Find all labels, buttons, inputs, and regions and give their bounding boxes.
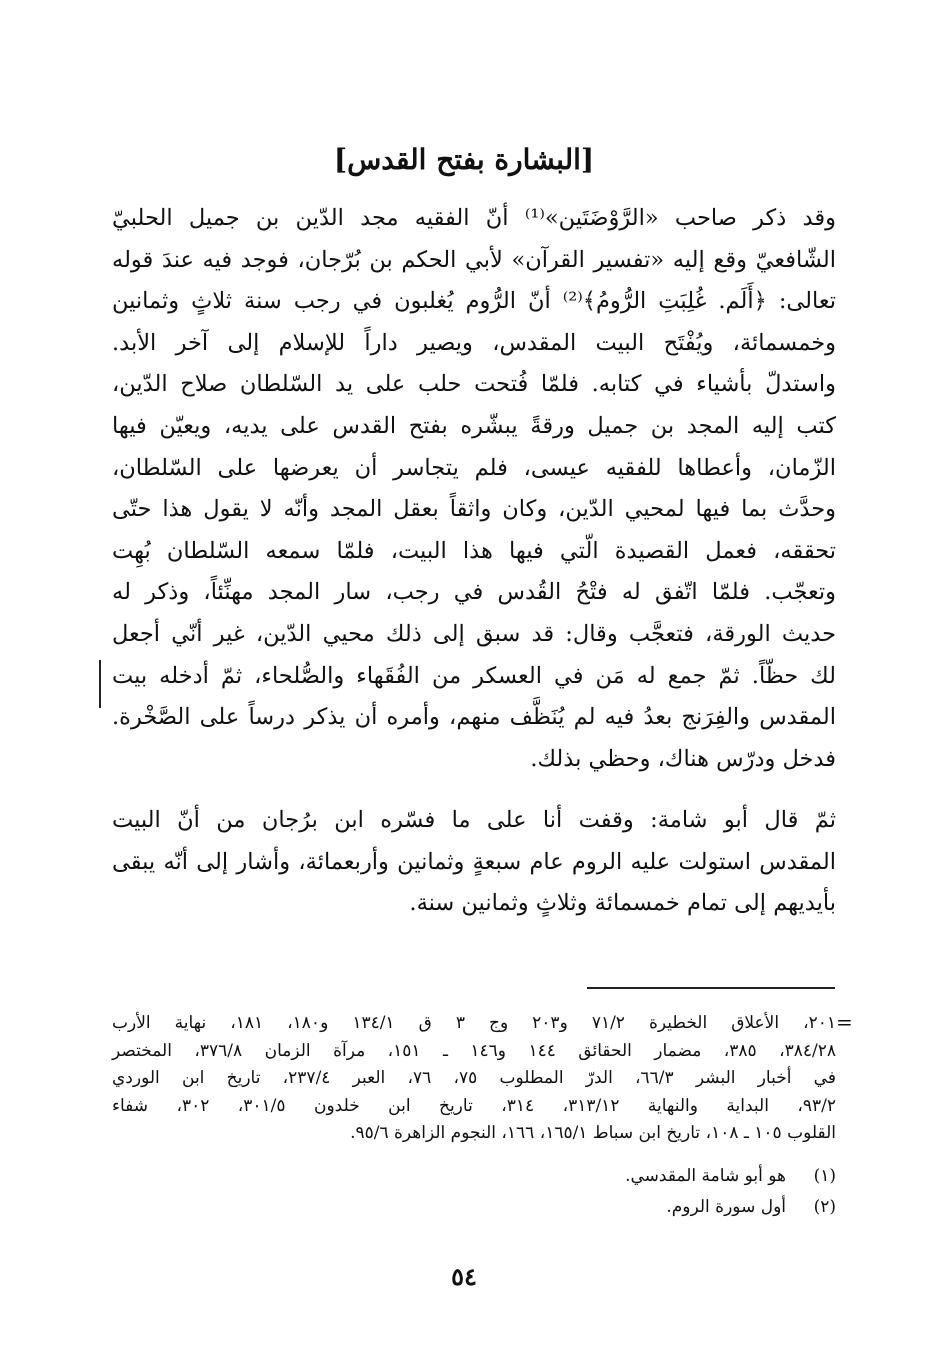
text-line: الزّمان، وأعطاها للفقيه عيسى، فلم يتجاسر أن يعرضها على السّلطان، xyxy=(112,454,836,481)
text-line: تعالى: ﴿أَلَم. غُلِبَتِ الرُّومُ﴾⁽²⁾ أنّ الرُّوم يُغلبون في رجب سنة ثلاثٍ وثمانين xyxy=(112,288,836,315)
text-line: وخمسمائة، ويُفْتَح البيت المقدس، ويصير داراً للإسلام إلى آخر الأبد. xyxy=(112,329,836,356)
continuation-mark: = xyxy=(836,1010,853,1034)
text-line: وحدَّث بما فيها لمحيي الدّين، وكان واثقاً بعقل المجد وأنّه لا يقول هذا حتّى xyxy=(112,496,836,523)
text-line: القلوب ١٠٥ ـ ١٠٨، تاريخ ابن سباط ١٦٥/١، ١٦٦، النجوم الزاهرة ٩٥/٦. xyxy=(350,1123,836,1143)
text-line: كتب إليه المجد بن جميل ورقةً يبشّره بفتح القدس على يديه، ويعيّن فيها xyxy=(112,412,836,439)
text-line: ٩٣/٢، البداية والنهاية ٣١٣/١٢، ٣١٤، تاريخ ابن خلدون ٣٠١/٥، ٣٠٢، شفاء xyxy=(112,1095,836,1116)
footnote-separator xyxy=(587,987,835,989)
footnote-text: هو أبو شامة المقدسي. xyxy=(625,1166,786,1186)
text-line: الشّافعيّ وقع إليه «تفسير القرآن» لأبي الحكم بن بُرّجان، فوجد فيه عندَ قوله xyxy=(112,246,836,273)
text-line: المقدس استولت عليه الروم عام سبعةٍ وثمانين وأربعمائة، وأشار إلى أنّه يبقى xyxy=(112,848,836,875)
footnote-text: أول سورة الروم. xyxy=(666,1197,786,1217)
footnote-number: (١) xyxy=(813,1166,836,1186)
section-title: [البشارة بفتح القدس] xyxy=(333,143,595,176)
text-line: لك حظّاً. ثمّ جمع له مَن في العسكر من الفُقَهاء والصُّلحاء، ثمّ أدخله بيت xyxy=(112,662,836,689)
paragraph-1 xyxy=(112,198,836,780)
text-line: حديث الورقة، فتعجَّب وقال: قد سبق إلى ذلك محيي الدّين، غير أنّي أجعل xyxy=(112,620,836,647)
text-line: ٢٠١، الأعلاق الخطيرة ٧١/٢ و٢٠٣ وج ٣ ق ١٣٤/١ و١٨٠، ١٨١، نهاية الأرب xyxy=(112,1013,837,1033)
footnote-number: (٢) xyxy=(813,1197,836,1217)
text-line: في أخبار البشر ٦٦/٣، الدرّ المطلوب ٧٥، ٧٦، العبر ٢٣٧/٤، تاريخ ابن الوردي xyxy=(112,1068,836,1088)
text-line: وتعجّب. فلمّا اتّفق له فتْحُ القُدس في رجب، سار المجد مهنِّئاً، وذكر له xyxy=(112,579,836,606)
footnote-2 xyxy=(112,1194,836,1221)
page-number: ٥٤ xyxy=(451,1262,477,1291)
text-line: واستدلّ بأشياء في كتابه. فلمّا فُتحت حلب على يد السّلطان صلاح الدّين، xyxy=(112,371,836,398)
paragraph-2 xyxy=(112,800,836,925)
text-line: ثمّ قال أبو شامة: وقفت أنا على ما فسّره ابن برُجان من أنّ البيت xyxy=(112,807,836,833)
continued-footnote xyxy=(112,1010,836,1148)
text-line: ٣٨٤/٢٨، ٣٨٥، مضمار الحقائق ١٤٤ و١٤٦ ـ ١٥١، مرآة الزمان ٣٧٦/٨، المختصر xyxy=(112,1040,836,1061)
footnote-1 xyxy=(112,1163,836,1190)
margin-mark xyxy=(99,660,101,708)
text-line: فدخل ودرّس هناك، وحظي بذلك. xyxy=(530,745,836,772)
text-line: تحققه، فعمل القصيدة الّتي فيها هذا البيت، فلمّا سمعه السّلطان بُهِت xyxy=(112,537,836,564)
text-line: بأيديهم إلى تمام خمسمائة وثلاثٍ وثمانين سنة. xyxy=(409,890,836,917)
text-line: وقد ذكر صاحب «الرَّوْضَتَين»⁽¹⁾ أنّ الفقيه مجد الدّين بن جميل الحلبيّ xyxy=(112,205,836,231)
text-line: المقدس والفِرَنج بعدُ فيه لم يُنَظَّف منهم، وأمره أن يذكر درساً على الصَّخْرة. xyxy=(112,704,836,731)
